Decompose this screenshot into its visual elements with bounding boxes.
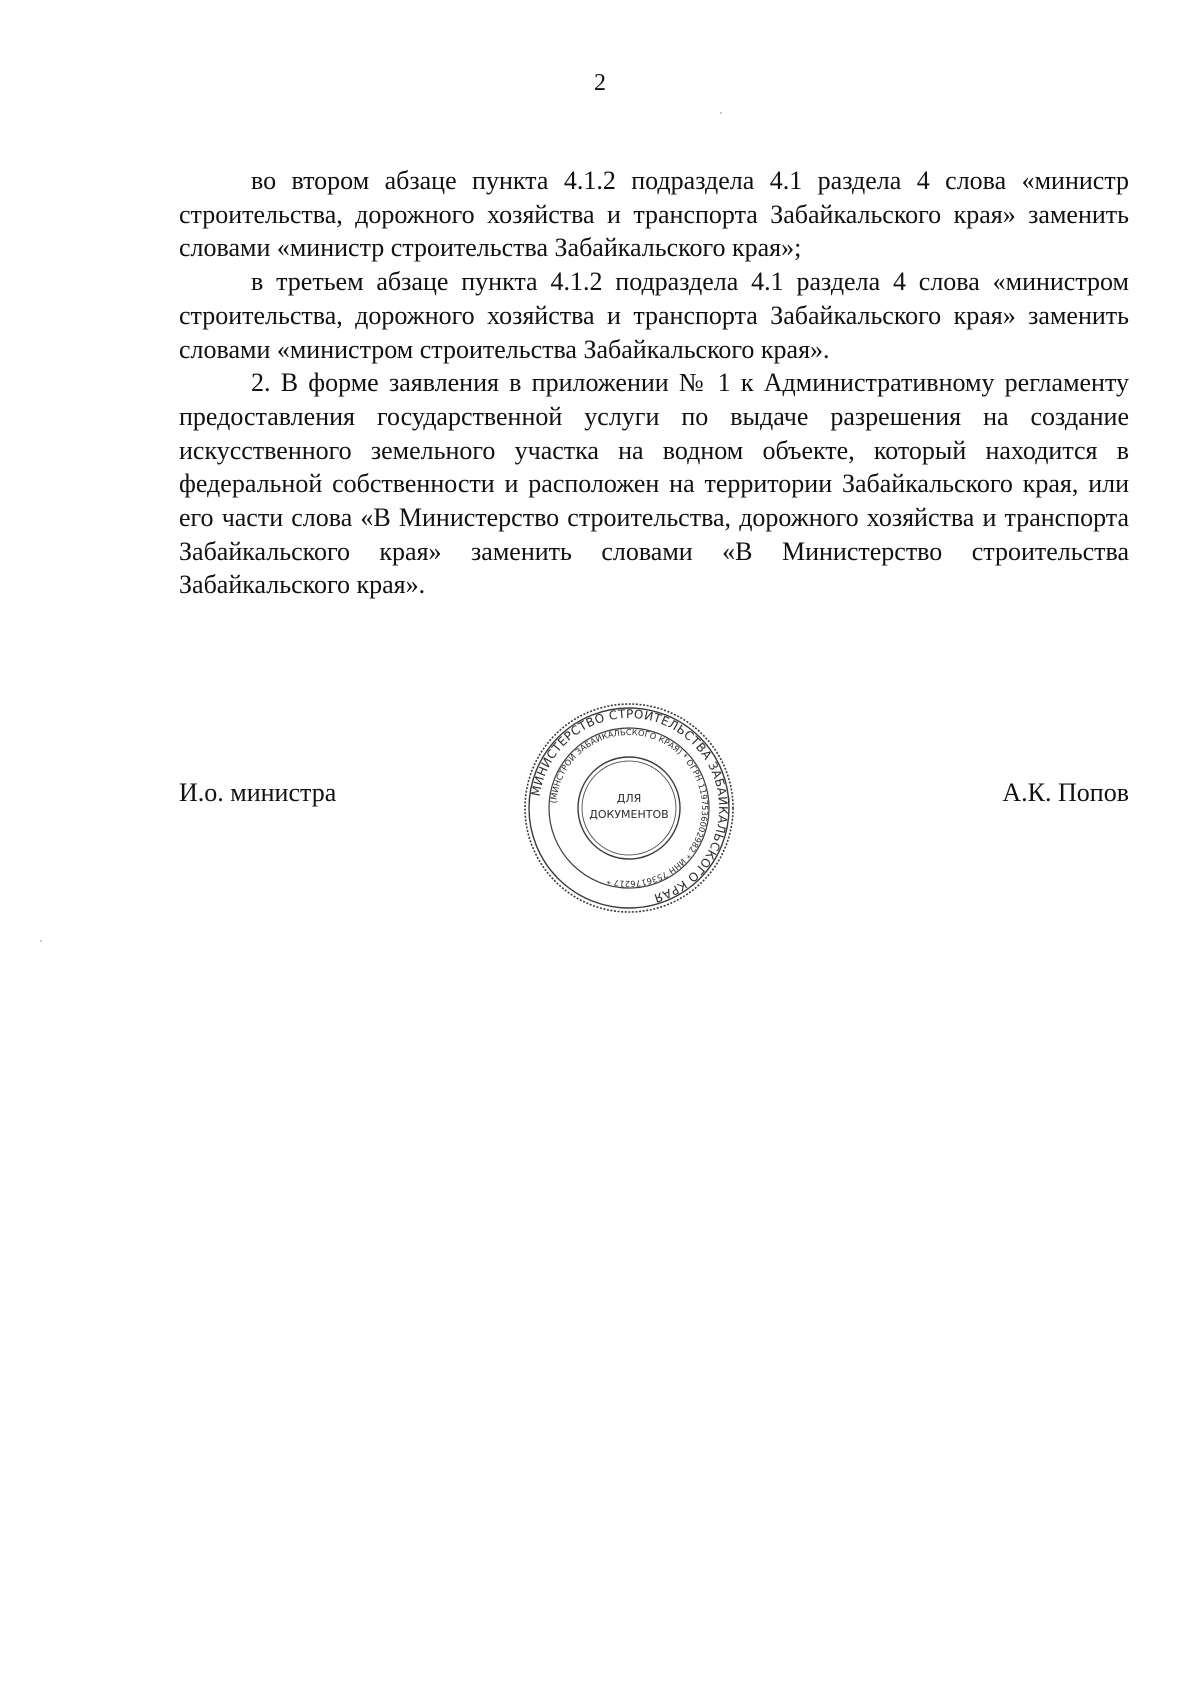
scan-speck [40,940,42,942]
scan-speck [720,112,722,114]
document-body [179,164,1129,602]
paragraph-2: в третьем абзаце пункта 4.1.2 подраздела 4.1 раздела 4 слова «министром строительства, дорожного хозяйства и транспорта Забайкальского края» заменить словами «министром строительства Забайкальского края». [179,267,1129,364]
paragraph-3: 2. В форме заявления в приложении № 1 к Административному регламенту предоставления государственной услуги по выдаче разрешения на создание искусственного земельного участка на водном объекте, который находится в федеральной собственности и расположен на территории Забайкальского края, или его части слова «В Министерство строительства, дорожного хозяйства и транспорта Забайкальского края» заменить словами «В Министерство строительства Забайкальского края». [179,368,1129,600]
seal-inner-text: (МИНСТРОЙ ЗАБАЙКАЛЬСКОГО КРАЯ) * ОГРН 1197536002982 * ИНН 7536176217 * [548,726,711,890]
paragraph-1: во втором абзаце пункта 4.1.2 подраздела 4.1 раздела 4 слова «министр строительства, дорожного хозяйства и транспорта Забайкальского края» заменить словами «министр строительства Забайкальского края»; [179,166,1129,263]
official-seal [519,702,739,914]
seal-center-line-2: ДОКУМЕНТОВ [589,808,669,821]
page-number: 2 [594,70,606,96]
signatory-title: И.о. министра [179,778,337,807]
signatory-name: А.К. Попов [1002,778,1129,807]
seal-center-line-1: ДЛЯ [616,792,642,805]
seal-outer-text: МИНИСТЕРСТВО СТРОИТЕЛЬСТВА ЗАБАЙКАЛЬСКОГО КРАЯ [528,706,731,906]
